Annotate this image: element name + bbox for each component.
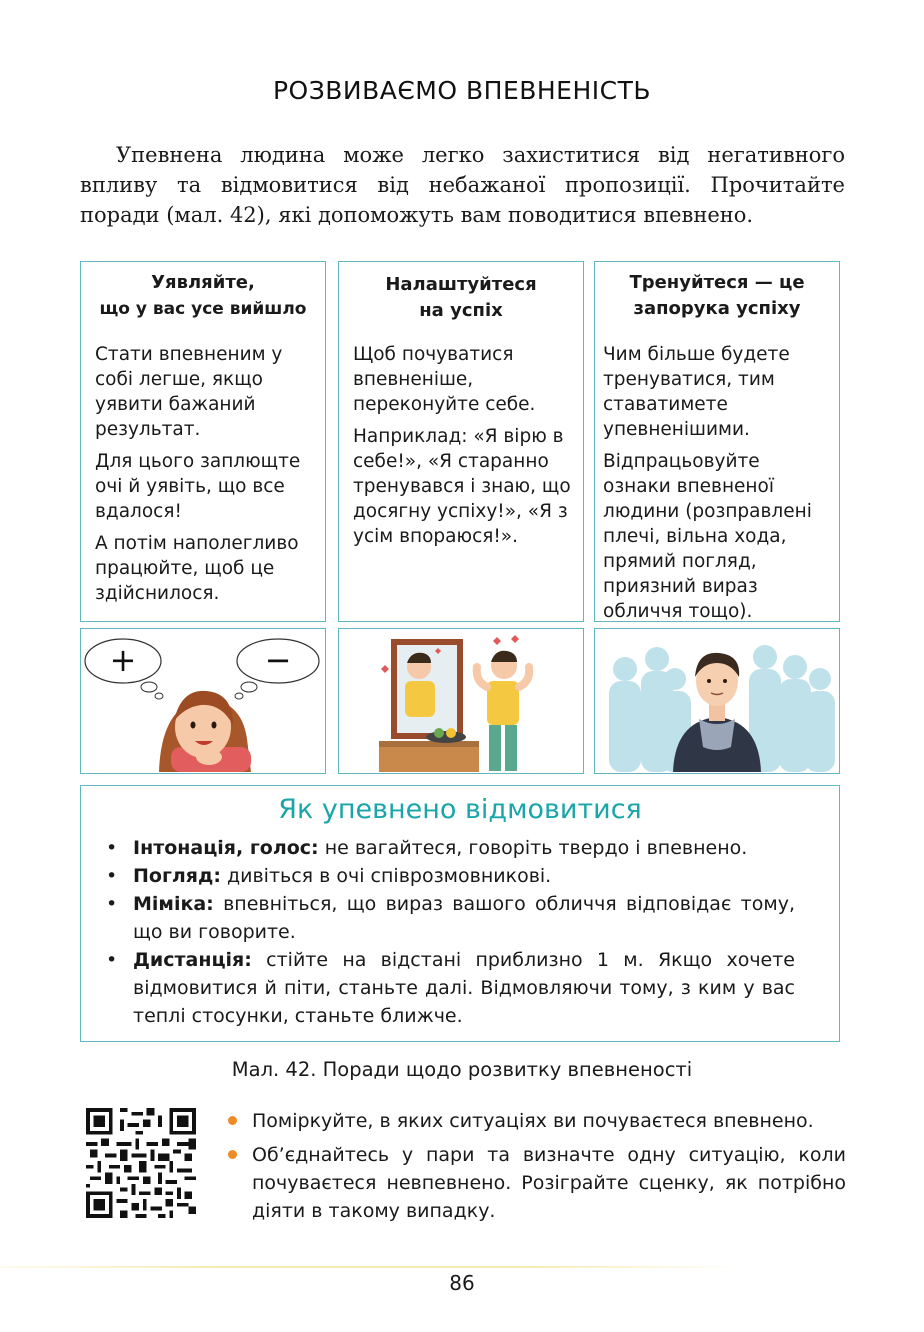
- tip-card-title-line: Тренуйтеся — це: [629, 272, 805, 293]
- list-item-text: дивіться в очі співрозмовникові.: [220, 865, 552, 887]
- refusal-title: Як упевнено відмовитися: [278, 794, 642, 825]
- boy-mirror-image: [339, 629, 582, 772]
- tip-card-title-line: запорука успіху: [633, 298, 801, 319]
- tip-card-imagine: [80, 261, 326, 622]
- minus-icon: −: [264, 641, 292, 679]
- tip-card-title-line: Налаштуйтеся: [385, 274, 537, 295]
- tip-card-training: [594, 261, 840, 622]
- list-item-text: впевніться, що вираз вашого обличчя відповідає тому, що ви говорите.: [133, 893, 795, 943]
- tip-paragraph: А потім наполегливо працюйте, щоб це здійснилося.: [95, 533, 299, 604]
- list-item: [103, 862, 795, 890]
- intro-paragraph: Упевнена людина може легко захиститися від негативного впливу та відмовитися від небажаної пропозиції. Прочитайте поради (мал. 42), які допоможуть вам поводитися впевнено.: [80, 143, 845, 227]
- task-text: Об’єднайтесь у пари та визначте одну ситуацію, коли почуваєтеся невпевнено. Розіграйте сценку, як потрібно діяти в такому випадку.: [252, 1144, 846, 1222]
- tip-paragraph: Для цього заплющте очі й уявіть, що все вдалося!: [95, 451, 301, 522]
- tip-card-title-line: на успіх: [419, 300, 503, 321]
- bullet-icon: •: [106, 837, 118, 859]
- tip-paragraph: Чим більше будете тренуватися, тим ставатимете упевненішими.: [603, 344, 790, 440]
- girl-thinking-image: [81, 629, 324, 772]
- tip-card-body: [603, 342, 831, 631]
- orange-bullet-icon: [228, 1150, 237, 1159]
- figure-caption: Мал. 42. Поради щодо розвитку впевненості: [231, 1058, 693, 1081]
- tip-card-success: [338, 261, 584, 622]
- refusal-list: [103, 834, 795, 1030]
- bullet-icon: •: [106, 865, 118, 887]
- illustration-girl-thinking: [80, 628, 326, 774]
- list-item-text: стійте на відстані приблизно 1 м. Якщо хочете відмовитися й піти, станьте далі. Відмовляючи тому, з ким у вас теплі стосунки, станьте ближче.: [133, 949, 795, 1027]
- refusal-tips-box: [80, 785, 840, 1042]
- list-item-term: Інтонація, голос:: [133, 837, 319, 859]
- list-item-text: не вагайтеся, говоріть твердо і впевнено.: [318, 837, 748, 859]
- task-text: Поміркуйте, в яких ситуаціях ви почуваєтеся впевнено.: [252, 1110, 814, 1132]
- tip-card-title-line: що у вас усе вийшло: [99, 299, 307, 319]
- tip-card-body: [353, 342, 575, 556]
- task-item: [226, 1141, 846, 1225]
- tip-paragraph: Відпрацьовуйте ознаки впевненої людини (розправлені плечі, вільна хода, прямий погляд, приязний вираз обличчя тощо).: [603, 451, 812, 622]
- plus-icon: +: [109, 641, 137, 679]
- task-item: [226, 1107, 846, 1135]
- footer-divider: [0, 1266, 740, 1268]
- illustration-man-crowd: [594, 628, 840, 774]
- task-list: [226, 1107, 846, 1231]
- orange-bullet-icon: [228, 1116, 237, 1125]
- tip-paragraph: Стати впевненим у собі легше, якщо уявити бажаний результат.: [95, 344, 283, 440]
- qr-code-graphic: [86, 1107, 196, 1219]
- man-crowd-image: [595, 629, 838, 772]
- list-item-term: Погляд:: [133, 865, 221, 887]
- tip-card-body: [95, 342, 317, 613]
- list-item: [103, 834, 795, 862]
- tip-card-title: [595, 270, 839, 322]
- page-number: 86: [449, 1271, 475, 1295]
- tip-card-title-line: Уявляйте,: [151, 272, 255, 293]
- tip-paragraph: Наприклад: «Я вірю в себе!», «Я старанно тренувався і знаю, що досягну успіху!», «Я з усім впораюся!».: [353, 426, 571, 547]
- qr-code-icon: [86, 1107, 196, 1219]
- bullet-icon: •: [106, 893, 118, 915]
- tip-card-title: [81, 270, 325, 322]
- tip-card-title: [339, 272, 583, 324]
- bullet-icon: •: [106, 949, 118, 971]
- list-item: [103, 946, 795, 1030]
- illustration-boy-mirror: [338, 628, 584, 774]
- list-item-term: Дистанція:: [133, 949, 252, 971]
- list-item: [103, 890, 795, 946]
- tip-paragraph: Щоб почуватися впевненіше, переконуйте себе.: [353, 344, 536, 415]
- list-item-term: Міміка:: [133, 893, 214, 915]
- page-heading: РОЗВИВАЄМО ВПЕВНЕНІСТЬ: [272, 76, 652, 105]
